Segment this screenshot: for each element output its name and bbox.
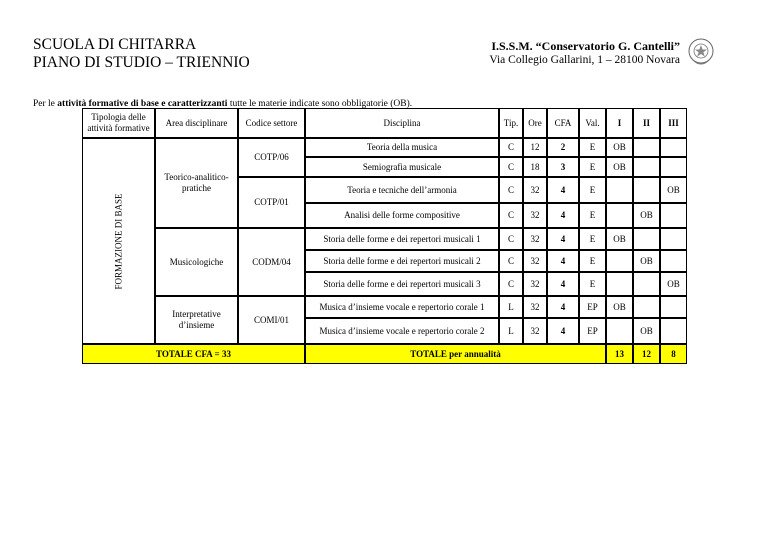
row-tip: C [499, 228, 523, 250]
row-ore: 32 [523, 228, 547, 250]
intro-text: Per le attività formative di base e caratterizzanti tutte le materie indicate sono obbligatorie (OB). [33, 99, 413, 109]
row-val: E [579, 272, 606, 296]
row-year-1 [606, 177, 633, 203]
row-val: E [579, 157, 606, 177]
area-teorico: Teorico-analitico-pratiche [155, 138, 238, 228]
row-val: E [579, 250, 606, 272]
row-year-3 [660, 228, 687, 250]
total-cfa: TOTALE CFA = 33 [82, 344, 305, 364]
header-tip: Tip. [499, 108, 523, 138]
header-year-2: II [633, 108, 660, 138]
row-val: E [579, 203, 606, 228]
header-val: Val. [579, 108, 606, 138]
row-ore: 18 [523, 157, 547, 177]
institution-name: I.S.S.M. “Conservatorio G. Cantelli” [491, 39, 680, 53]
row-cfa: 4 [547, 318, 579, 344]
row-year-1: OB [606, 228, 633, 250]
row-year-1: OB [606, 296, 633, 318]
row-year-1: OB [606, 157, 633, 177]
row-tip: C [499, 177, 523, 203]
row-year-2 [633, 177, 660, 203]
row-disciplina: Storia delle forme e dei repertori musicali 2 [305, 250, 499, 272]
row-cfa: 4 [547, 272, 579, 296]
total-year-2: 12 [633, 344, 660, 364]
row-cfa: 4 [547, 228, 579, 250]
row-year-2 [633, 228, 660, 250]
row-year-2 [633, 272, 660, 296]
row-year-3 [660, 296, 687, 318]
row-disciplina: Teoria e tecniche dell’armonia [305, 177, 499, 203]
row-cfa: 4 [547, 177, 579, 203]
institution-address: Via Collegio Gallarini, 1 – 28100 Novara [489, 54, 680, 66]
row-ore: 32 [523, 250, 547, 272]
header-area: Area disciplinare [155, 108, 238, 138]
row-cfa: 3 [547, 157, 579, 177]
code-cotp06: COTP/06 [238, 138, 305, 177]
row-year-3 [660, 318, 687, 344]
row-ore: 32 [523, 318, 547, 344]
page-title [33, 36, 250, 72]
header-codice: Codice settore [238, 108, 305, 138]
row-year-2 [633, 157, 660, 177]
intro-bold: attività formative di base e caratterizzanti [57, 99, 228, 109]
code-comi01: COMI/01 [238, 296, 305, 344]
institution-block [489, 39, 680, 67]
row-ore: 32 [523, 296, 547, 318]
header-year-3: III [660, 108, 687, 138]
row-tip: C [499, 157, 523, 177]
row-year-3 [660, 250, 687, 272]
row-year-3: OB [660, 272, 687, 296]
row-ore: 32 [523, 272, 547, 296]
row-disciplina: Storia delle forme e dei repertori musicali 1 [305, 228, 499, 250]
row-year-3 [660, 203, 687, 228]
row-tip: C [499, 203, 523, 228]
row-disciplina: Storia delle forme e dei repertori musicali 3 [305, 272, 499, 296]
row-year-3 [660, 138, 687, 157]
row-year-2: OB [633, 250, 660, 272]
row-cfa: 4 [547, 296, 579, 318]
total-year-1: 13 [606, 344, 633, 364]
row-year-2 [633, 296, 660, 318]
row-cfa: 4 [547, 203, 579, 228]
row-year-2: OB [633, 318, 660, 344]
total-year-3: 8 [660, 344, 687, 364]
row-disciplina: Musica d’insieme vocale e repertorio corale 2 [305, 318, 499, 344]
code-codm04: CODM/04 [238, 228, 305, 296]
header-ore: Ore [523, 108, 547, 138]
row-year-2 [633, 138, 660, 157]
row-val: E [579, 228, 606, 250]
row-disciplina: Teoria della musica [305, 138, 499, 157]
row-disciplina: Analisi delle forme compositive [305, 203, 499, 228]
tipologia-base: FORMAZIONE DI BASE [82, 138, 155, 344]
row-disciplina: Semiografia musicale [305, 157, 499, 177]
row-year-1 [606, 272, 633, 296]
school-title: SCUOLA DI CHITARRA [33, 36, 197, 53]
row-year-3: OB [660, 177, 687, 203]
row-tip: L [499, 296, 523, 318]
row-year-1 [606, 318, 633, 344]
row-tip: C [499, 138, 523, 157]
row-val: E [579, 177, 606, 203]
row-ore: 32 [523, 203, 547, 228]
row-year-2: OB [633, 203, 660, 228]
total-annual-label: TOTALE per annualità [305, 344, 606, 364]
area-interpretative: Interpretative d’insieme [155, 296, 238, 344]
area-musicologiche: Musicologiche [155, 228, 238, 296]
row-val: EP [579, 318, 606, 344]
row-ore: 32 [523, 177, 547, 203]
row-year-3 [660, 157, 687, 177]
republic-emblem-icon [686, 36, 716, 66]
header-tipologia: Tipologia delle attività formative [82, 108, 155, 138]
header-cfa: CFA [547, 108, 579, 138]
row-cfa: 4 [547, 250, 579, 272]
row-tip: L [499, 318, 523, 344]
plan-title: PIANO DI STUDIO – TRIENNIO [33, 54, 250, 71]
row-year-1 [606, 250, 633, 272]
row-val: E [579, 138, 606, 157]
row-ore: 12 [523, 138, 547, 157]
code-cotp01: COTP/01 [238, 177, 305, 228]
header-disciplina: Disciplina [305, 108, 499, 138]
row-cfa: 2 [547, 138, 579, 157]
row-year-1: OB [606, 138, 633, 157]
row-val: EP [579, 296, 606, 318]
row-disciplina: Musica d’insieme vocale e repertorio corale 1 [305, 296, 499, 318]
row-tip: C [499, 250, 523, 272]
row-year-1 [606, 203, 633, 228]
row-tip: C [499, 272, 523, 296]
header-year-1: I [606, 108, 633, 138]
